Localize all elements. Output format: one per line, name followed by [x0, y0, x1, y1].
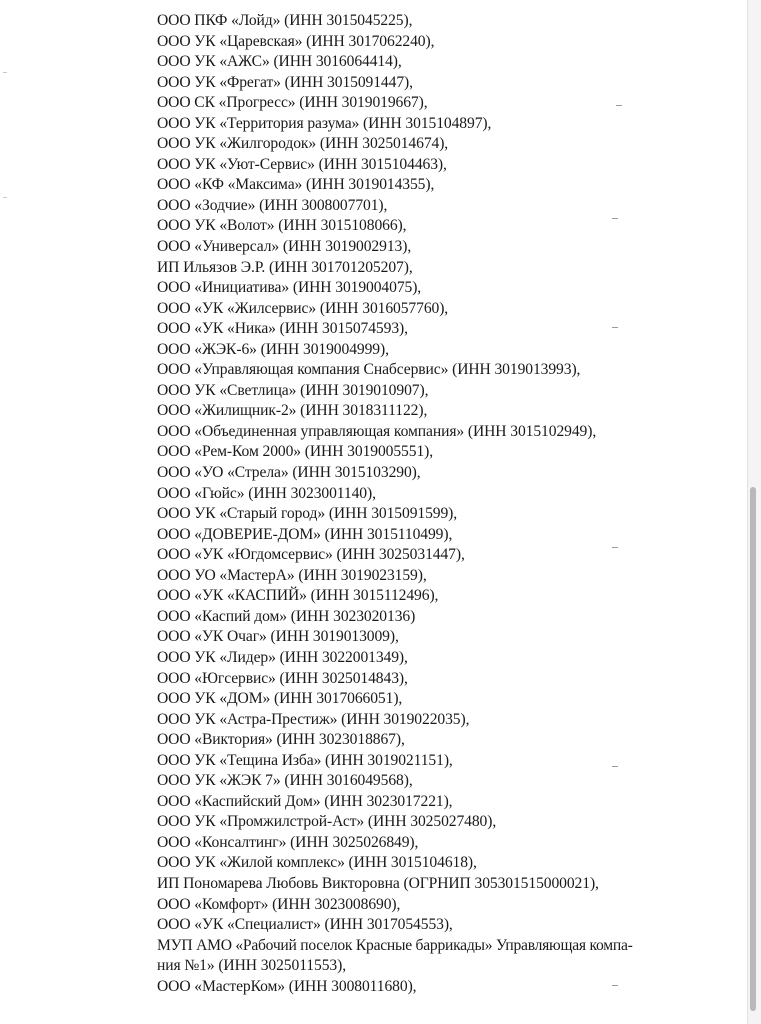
list-item: ООО «Объединенная управляющая компания» (ИНН 3015102949), [157, 422, 597, 440]
list-item: ООО «Каспий дом» (ИНН 3023020136) [157, 607, 416, 625]
list-item: ООО УК «ЖЭК 7» (ИНН 3016049568), [157, 772, 413, 790]
list-item: ООО УК «Территория разума» (ИНН 3015104897), [157, 114, 492, 132]
list-item: ООО УК «Промжилстрой-Аст» (ИНН 3025027480), [157, 813, 497, 831]
list-item: ООО УК «Царевская» (ИНН 3017062240), [157, 32, 435, 50]
list-item: ИП Пономарева Любовь Викторовна (ОГРНИП 305301515000021), [157, 874, 599, 892]
list-item: ООО УК «АЖС» (ИНН 3016064414), [157, 53, 402, 71]
scan-edge-mark [3, 72, 7, 73]
list-item: ния №1» (ИНН 3025011553), [157, 957, 346, 975]
list-item: ООО СК «Прогресс» (ИНН 3019019667), [157, 94, 428, 112]
scrollbar-thumb[interactable] [750, 487, 756, 1011]
scan-speck [612, 327, 618, 328]
list-item: ООО «УК «Ника» (ИНН 3015074593), [157, 320, 408, 338]
list-item: ООО «Комфорт» (ИНН 3023008690), [157, 895, 401, 913]
scan-speck [612, 766, 618, 767]
list-item: ООО «МастерКом» (ИНН 3008011680), [157, 977, 417, 995]
scan-speck [612, 547, 618, 548]
list-item: ООО «КФ «Максима» (ИНН 3019014355), [157, 176, 435, 194]
scan-speck [616, 105, 622, 106]
list-item: ООО «УК «Жилсервис» (ИНН 3016057760), [157, 299, 449, 317]
list-item: ООО «УК «Югдомсервис» (ИНН 3025031447), [157, 546, 465, 564]
list-item: МУП АМО «Рабочий поселок Красные баррикады» Управляющая компа- [157, 936, 633, 954]
list-item: ООО «Каспийский Дом» (ИНН 3023017221), [157, 792, 453, 810]
list-item: ООО УК «Старый город» (ИНН 3015091599), [157, 505, 458, 523]
list-item: ООО УК «ДОМ» (ИНН 3017066051), [157, 690, 403, 708]
list-item: ООО «Рем-Ком 2000» (ИНН 3019005551), [157, 443, 434, 461]
list-item: ООО «Гюйс» (ИНН 3023001140), [157, 484, 376, 502]
list-item: ООО УО «МастерА» (ИНН 3019023159), [157, 566, 427, 584]
list-item: ООО «ДОВЕРИЕ-ДОМ» (ИНН 3015110499), [157, 525, 453, 543]
list-item: ООО УК «Жилгородок» (ИНН 3025014674), [157, 135, 449, 153]
list-item: ООО УК «Жилой комплекс» (ИНН 3015104618), [157, 854, 477, 872]
list-item: ООО «УО «Стрела» (ИНН 3015103290), [157, 464, 421, 482]
list-item: ООО «УК «Специалист» (ИНН 3017054553), [157, 916, 453, 934]
list-item: ООО УК «Фрегат» (ИНН 3015091447), [157, 73, 413, 91]
scan-speck [612, 218, 618, 219]
list-item: ООО «УК Очаг» (ИНН 3019013009), [157, 628, 399, 646]
list-item: ООО «Универсал» (ИНН 3019002913), [157, 238, 412, 256]
list-item: ООО УК «Светлица» (ИНН 3019010907), [157, 381, 429, 399]
list-item: ИП Ильязов Э.Р. (ИНН 301701205207), [157, 258, 413, 276]
scan-speck [612, 985, 618, 986]
list-item: ООО «УК «КАСПИЙ» (ИНН 3015112496), [157, 587, 439, 605]
organization-list [157, 11, 737, 997]
list-item: ООО «ЖЭК-6» (ИНН 3019004999), [157, 340, 389, 358]
list-item: ООО УК «Лидер» (ИНН 3022001349), [157, 648, 408, 666]
list-item: ООО УК «Волот» (ИНН 3015108066), [157, 217, 407, 235]
list-item: ООО «Жилищник-2» (ИНН 3018311122), [157, 402, 428, 420]
list-item: ООО «Зодчие» (ИНН 3008007701), [157, 196, 388, 214]
scan-edge-mark [3, 197, 7, 198]
list-item: ООО «Виктория» (ИНН 3023018867), [157, 731, 405, 749]
list-item: ООО «Консалтинг» (ИНН 3025026849), [157, 833, 419, 851]
list-item: ООО УК «Тещина Изба» (ИНН 3019021151), [157, 751, 453, 769]
list-item: ООО «Инициатива» (ИНН 3019004075), [157, 279, 422, 297]
list-item: ООО УК «Астра-Престиж» (ИНН 3019022035), [157, 710, 470, 728]
list-item: ООО ПКФ «Лойд» (ИНН 3015045225), [157, 12, 413, 29]
list-item: ООО УК «Уют-Сервис» (ИНН 3015104463), [157, 155, 447, 173]
list-item: ООО «Управляющая компания Снабсервис» (ИНН 3019013993), [157, 361, 581, 379]
list-item: ООО «Югсервис» (ИНН 3025014843), [157, 669, 408, 687]
